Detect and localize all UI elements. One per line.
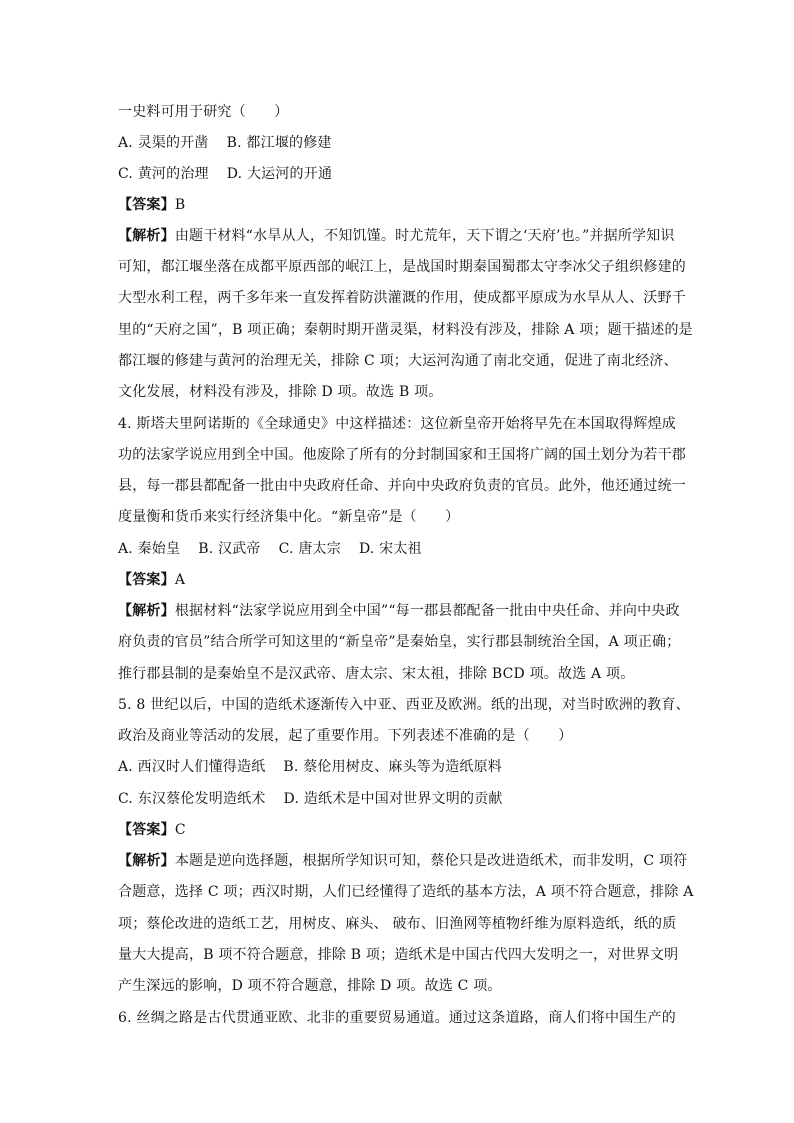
q4-stem-line: 4. 斯塔夫里阿诺斯的《全球通史》中这样描述：这位新皇帝开始将早先在本国取得辉煌成 (118, 416, 677, 432)
q3-analysis-label: 【解析】 (118, 228, 175, 244)
q5-analysis-line: 【解析】本题是逆向选择题，根据所学知识可知，蔡伦只是改进造纸术，而非发明，C 项符 (118, 853, 688, 869)
q4-answer-label: 【答案】 (118, 572, 175, 588)
q5-options-row-2 (118, 789, 688, 809)
q5-options-row-1 (118, 757, 688, 777)
q3-analysis-line: 里的“天府之国”，B 项正确；秦朝时期开凿灵渠，材料没有涉及，排除 A 项；题干描述的是 (118, 322, 693, 338)
q3-options-row-2 (118, 164, 688, 184)
q4-answer (118, 570, 688, 590)
q5-answer-label: 【答案】 (118, 822, 175, 838)
q4-analysis-label: 【解析】 (118, 603, 175, 619)
q6-stem-line: 6. 丝绸之路是古代贯通亚欧、北非的重要贸易通道。通过这条道路，商人们将中国生产的 (118, 1010, 677, 1026)
q4-stem-line: 功的法家学说应用到全中国。他废除了所有的分封制国家和王国将广阔的国土划分为若干郡 (118, 447, 686, 463)
q4-option-c: C. 唐太宗 (278, 541, 341, 557)
q5-analysis-line: 合题意，选择 C 项；西汉时期，人们已经懂得了造纸的基本方法，A 项不符合题意，排除 A (118, 884, 694, 900)
q5-answer-value: C (174, 822, 186, 838)
q5-option-c: C. 东汉蔡伦发明造纸术 (118, 791, 266, 807)
q3-option-c: C. 黄河的治理 (118, 166, 209, 182)
q4-option-b: B. 汉武帝 (198, 541, 261, 557)
q5-analysis-line: 产生深远的影响，D 项不符合题意，排除 D 项。故选 C 项。 (118, 978, 502, 994)
q4-answer-value: A (174, 572, 186, 588)
q5-answer (118, 820, 688, 840)
q3-analysis-line: 都江堰的修建与黄河的治理无关，排除 C 项；大运河沟通了南北交通，促进了南北经济、 (118, 353, 678, 369)
q4-analysis-line: 推行郡县制的是秦始皇不是汉武帝、唐太宗、宋太祖，排除 BCD 项。故选 A 项。 (118, 666, 635, 682)
q3-analysis-line: 可知，都江堰坐落在成都平原西部的岷江上，是战国时期秦国蜀郡太守李冰父子组织修建的 (118, 259, 686, 275)
q3-analysis-line: 【解析】由题干材料“水旱从人，不知饥馑。时尤荒年，天下谓之‘天府’也。”并据所学知识 (118, 228, 675, 244)
q5-analysis-label: 【解析】 (118, 853, 175, 869)
q5-option-a: A. 西汉时人们懂得造纸 (118, 759, 266, 775)
q4-stem-line: 度量衡和货币来实行经济集中化。“新皇帝”是（ ） (118, 509, 460, 525)
q3-option-b: B. 都江堰的修建 (226, 135, 332, 151)
q5-analysis-line: 量大大提高，B 项不符合题意，排除 B 项；造纸术是中国古代四大发明之一，对世界文明 (118, 947, 679, 963)
q3-options-row-1 (118, 133, 688, 153)
q5-stem-line: 政治及商业等活动的发展，起了重要作用。下列表述不准确的是（ ） (118, 728, 573, 744)
q4-option-a: A. 秦始皇 (118, 541, 181, 557)
q4-analysis-line: 【解析】根据材料“法家学说应用到全中国”“每一郡县都配备一批由中央任命、并向中央政 (118, 603, 680, 619)
q3-answer-value: B (174, 197, 186, 213)
q3-stem-tail: 一史料可用于研究（ ） (118, 104, 289, 120)
q5-option-b: B. 蔡伦用树皮、麻头等为造纸原料 (283, 759, 503, 775)
q3-option-d: D. 大运河的开通 (226, 166, 333, 182)
q3-answer (118, 195, 688, 215)
q3-analysis-line: 大型水利工程，两千多年来一直发挥着防洪灌溉的作用，使成都平原成为水旱从人、沃野千 (118, 290, 686, 306)
q5-option-d: D. 造纸术是中国对世界文明的贡献 (283, 791, 503, 807)
q4-option-d: D. 宋太祖 (358, 541, 422, 557)
q4-stem-line: 县，每一郡县都配备一批由中央政府任命、并向中央政府负责的官员。此外，他还通过统一 (118, 478, 686, 494)
q3-option-a: A. 灵渠的开凿 (118, 135, 209, 151)
q4-options-row (118, 539, 688, 559)
q4-analysis-line: 府负责的官员”结合所学可知这里的“新皇帝”是秦始皇，实行郡县制统治全国，A 项正确； (118, 634, 681, 650)
q3-analysis-line: 文化发展，材料没有涉及，排除 D 项。故选 B 项。 (118, 384, 443, 400)
q3-answer-label: 【答案】 (118, 197, 175, 213)
q5-stem-line: 5. 8 世纪以后，中国的造纸术逐渐传入中亚、西亚及欧洲。纸的出现，对当时欧洲的教育、 (118, 697, 690, 713)
q5-analysis-line: 项；蔡伦改进的造纸工艺，用树皮、麻头、 破布、旧渔网等植物纤维为原料造纸，纸的质 (118, 916, 677, 932)
